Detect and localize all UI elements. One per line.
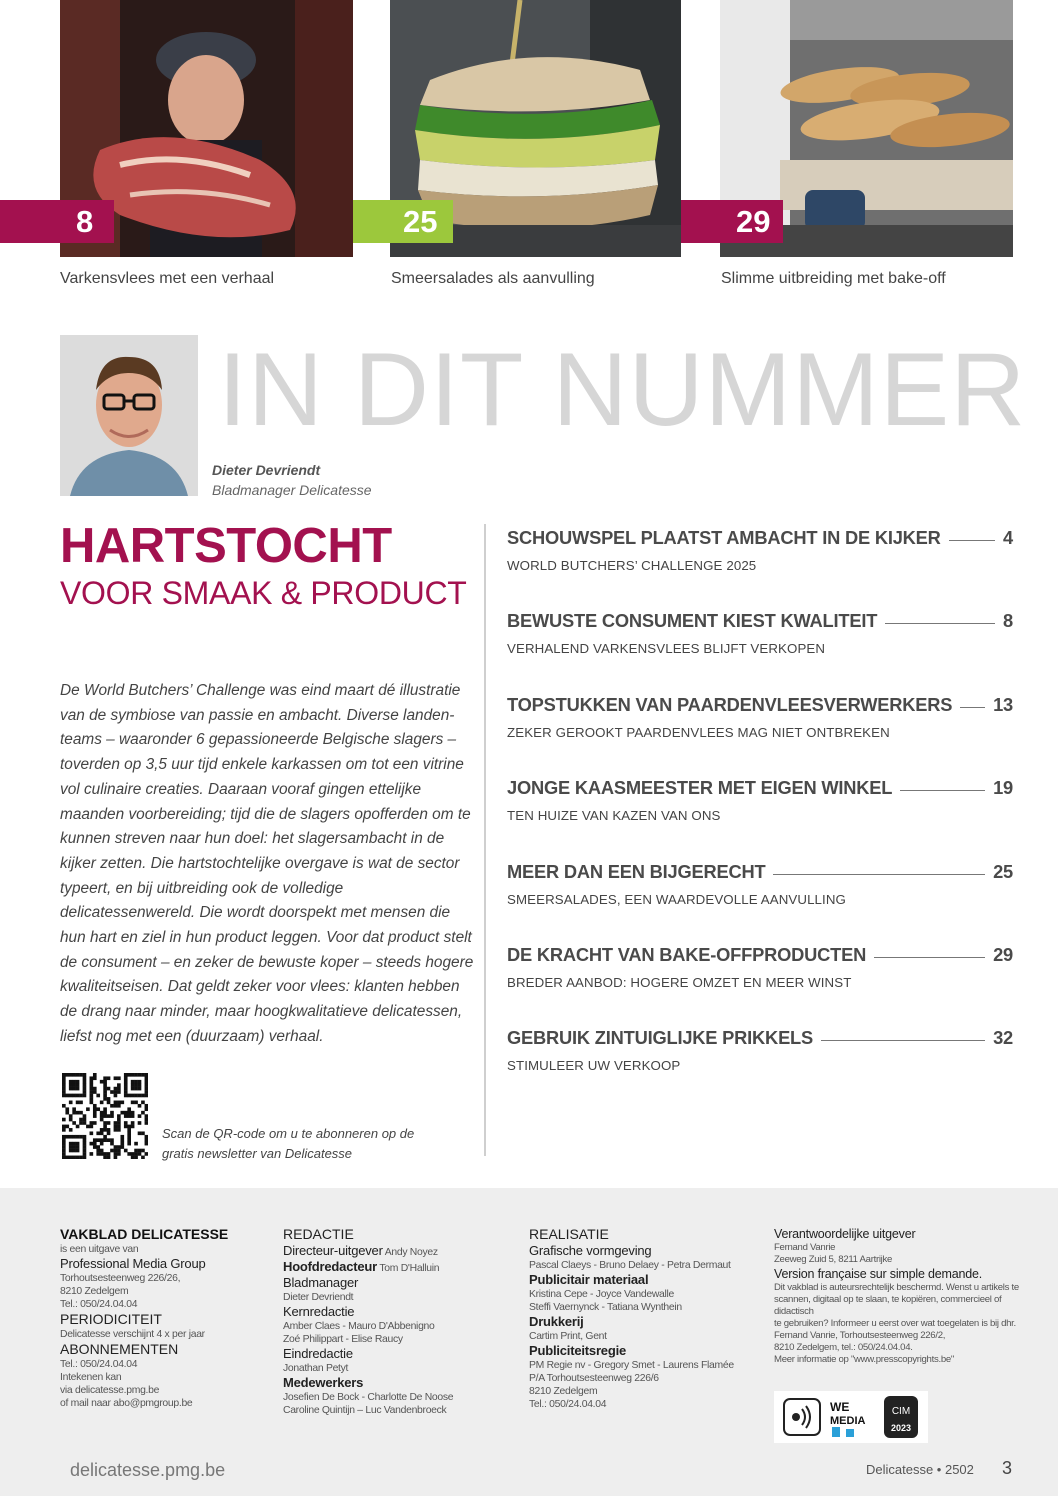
- toc-subtitle: VERHALEND VARKENSVLEES BLIJFT VERKOPEN: [507, 641, 826, 656]
- colophon-heading: REDACTIE: [283, 1226, 354, 1242]
- colophon-role: Publicitair materiaal: [529, 1272, 649, 1287]
- toc-title: DE KRACHT VAN BAKE-OFFPRODUCTEN: [507, 944, 867, 965]
- toc-page: 4: [1003, 527, 1013, 548]
- feature-caption: Slimme uitbreiding met bake-off: [721, 270, 946, 287]
- colophon-line: Version française sur simple demande.: [774, 1267, 982, 1281]
- colophon-person: PM Regie nv - Gregory Smet - Laurens Flamée: [529, 1360, 734, 1371]
- colophon-person: Caroline Quintijn – Luc Vandenbroeck: [283, 1405, 447, 1416]
- feature-badge-pork: [0, 200, 114, 243]
- colophon-person: Josefien De Bock - Charlotte De Noose: [283, 1392, 454, 1403]
- colophon-line: scannen, digitaal op te slaan, te kopiëren, commercieel of didactisch: [774, 1294, 1002, 1317]
- colophon-line: Intekenen kan: [60, 1372, 122, 1383]
- colophon-publisher: [60, 1226, 270, 1410]
- colophon-subheading: PERIODICITEIT: [60, 1311, 162, 1327]
- toc-title: JONGE KAASMEESTER MET EIGEN WINKEL: [507, 777, 893, 798]
- colophon-role: Grafische vormgeving: [529, 1243, 652, 1258]
- colophon-person: Steffi Vaernynck - Tatiana Wynthein: [529, 1302, 682, 1313]
- toc-title: GEBRUIK ZINTUIGLIJKE PRIKKELS: [507, 1027, 814, 1048]
- toc-subtitle: WORLD BUTCHERS’ CHALLENGE 2025: [507, 558, 757, 573]
- colophon-role: Medewerkers: [283, 1375, 364, 1390]
- page-number: 3: [1002, 1458, 1013, 1478]
- colophon-role: Kernredactie: [283, 1304, 355, 1319]
- toc-title: SCHOUWSPEL PLAATST AMBACHT IN DE KIJKER: [507, 527, 941, 548]
- colophon-role: Drukkerij: [529, 1314, 584, 1329]
- toc-page: 13: [993, 694, 1013, 715]
- feature-caption: Smeersalades als aanvulling: [391, 270, 595, 287]
- colophon-line: Professional Media Group: [60, 1256, 206, 1271]
- colophon-person: 8210 Zedelgem: [529, 1386, 598, 1397]
- colophon-line: te gebruiken? Informeer u eerst over wat toegelaten is bij dhr.: [774, 1318, 1016, 1329]
- toc-title: MEER DAN EEN BIJGERECHT: [507, 861, 766, 882]
- colophon-person: Andy Noyez: [384, 1247, 438, 1258]
- feature-caption: Varkensvlees met een verhaal: [60, 270, 275, 287]
- toc-page: 29: [993, 944, 1013, 965]
- colophon-line: Tel.: 050/24.04.04: [60, 1299, 138, 1310]
- toc-leader: [949, 540, 995, 541]
- toc-item[interactable]: [507, 1027, 1013, 1073]
- colophon-person: Tel.: 050/24.04.04: [529, 1399, 607, 1410]
- issue-label: Delicatesse • 2502: [866, 1462, 974, 1477]
- toc-leader: [821, 1040, 985, 1041]
- toc-subtitle: TEN HUIZE VAN KAZEN VAN ONS: [507, 808, 721, 823]
- feature-number: 29: [736, 204, 771, 239]
- cim-text: CIM: [891, 1406, 911, 1417]
- column-divider: [484, 524, 486, 1156]
- colophon-person: Zoé Philippart - Elise Raucy: [283, 1334, 403, 1345]
- colophon-person: Pascal Claeys - Bruno Delaey - Petra Dermaut: [529, 1260, 731, 1271]
- qr-code-icon[interactable]: [62, 1073, 148, 1159]
- colophon-line: Tel.: 050/24.04.04: [60, 1359, 138, 1370]
- colophon-responsible-publisher: [774, 1226, 1024, 1366]
- author-portrait: [60, 335, 198, 496]
- colophon-person: Tom D'Halluin: [379, 1263, 440, 1274]
- colophon-line: of mail naar abo@pmgroup.be: [60, 1398, 193, 1409]
- colophon-person: Dieter Devriendt: [283, 1292, 354, 1303]
- author-name: Dieter Devriendt: [212, 462, 321, 478]
- colophon-production: [529, 1226, 764, 1411]
- colophon-line: Dit vakblad is auteursrechtelijk beschermd. Wenst u artikels te: [774, 1282, 1019, 1293]
- toc-leader: [885, 623, 995, 624]
- editorial-headline: HARTSTOCHT: [60, 519, 392, 573]
- toc-item[interactable]: [507, 777, 1013, 823]
- toc-subtitle: STIMULEER UW VERKOOP: [507, 1058, 681, 1073]
- toc-subtitle: ZEKER GEROOKT PAARDENVLEES MAG NIET ONTBREKEN: [507, 725, 890, 740]
- toc-subtitle: SMEERSALADES, EEN WAARDEVOLLE AANVULLING: [507, 892, 846, 907]
- press-copyright-logo: [784, 1399, 820, 1435]
- colophon-person: Amber Claes - Mauro D'Abbenigno: [283, 1321, 435, 1332]
- toc-title: TOPSTUKKEN VAN PAARDENVLEESVERWERKERS: [507, 694, 953, 715]
- colophon-person: Jonathan Petyt: [283, 1363, 349, 1374]
- colophon-line: is een uitgave van: [60, 1244, 139, 1255]
- editorial-subheadline: VOOR SMAAK & PRODUCT: [60, 575, 467, 611]
- toc-item[interactable]: [507, 944, 1013, 990]
- toc-page: 25: [993, 861, 1013, 882]
- toc-leader: [773, 874, 985, 875]
- feature-badge-sandwich: [353, 200, 453, 243]
- colophon-line: Zeeweg Zuid 5, 8211 Aartrijke: [774, 1254, 893, 1265]
- colophon-line: 8210 Zedelgem: [60, 1286, 129, 1297]
- toc-page: 32: [993, 1027, 1013, 1048]
- colophon-role: Publiciteitsregie: [529, 1343, 627, 1358]
- feature-badge-bakeoff: [681, 200, 783, 243]
- colophon-line: Fernand Vanrie: [774, 1242, 836, 1253]
- cim-year: 2023: [890, 1423, 912, 1433]
- toc-leader: [960, 707, 985, 708]
- toc-leader: [900, 790, 985, 791]
- colophon-heading: REALISATIE: [529, 1226, 609, 1242]
- toc-item[interactable]: [507, 610, 1013, 656]
- toc-item[interactable]: [507, 527, 1013, 573]
- colophon-person: P/A Torhoutsesteenweg 226/6: [529, 1373, 659, 1384]
- colophon-line: Torhoutsesteenweg 226/26,: [60, 1273, 181, 1284]
- colophon-heading: Verantwoordelijke uitgever: [774, 1227, 916, 1241]
- membership-logos: [774, 1391, 928, 1443]
- colophon-heading: VAKBLAD DELICATESSE: [60, 1226, 229, 1242]
- editorial-body: De World Butchers’ Challenge was eind maart dé illustratie van de symbiose van passie en ambacht. Diverse landenteams – waaronder 6 gepassioneerde Belgische slagers – toverden op 3,5 uur tijd enkele karkassen om tot een vitrine vol culinaire creaties. Daaraan vooraf gingen ettelijke maanden voorbereiding; tijd die de slagers opofferden om te kunnen streven naar hun doel: het slagersambacht in de kijker zetten. Die hartstochtelijke overgave is wat de sector typeert, en bij uitbreiding ook de volledige delicatessenwereld. Die wordt doorspekt met mensen die hun hart en ziel in hun product leggen. Voor dat product stelt de consument – en zeker de bewuste koper – steeds hogere kwaliteitseisen. Dat geldt zeker voor vlees: klanten hebben de drang naar minder, maar hoogkwalitatieve delicatessen, liefst nog met een (duurzaam) verhaal.: [60, 682, 474, 1045]
- toc-leader: [874, 957, 985, 958]
- we-media-text: MEDIA: [830, 1415, 866, 1427]
- qr-caption: Scan de QR-code om u te abonneren op de gratis newsletter van Delicatesse: [162, 1126, 415, 1161]
- toc-page: 19: [993, 777, 1013, 798]
- author-role: Bladmanager Delicatesse: [212, 482, 372, 498]
- toc-page: 8: [1003, 610, 1013, 631]
- colophon-line: Meer informatie op "www.presscopyrights.be": [774, 1354, 955, 1365]
- colophon-person: Kristina Cepe - Joyce Vandewalle: [529, 1289, 674, 1300]
- toc-item[interactable]: [507, 861, 1013, 907]
- colophon-line: Delicatesse verschijnt 4 x per jaar: [60, 1329, 205, 1340]
- colophon-role: Eindredactie: [283, 1346, 353, 1361]
- colophon-person: Cartim Print, Gent: [529, 1331, 607, 1342]
- cim-logo: [884, 1396, 918, 1438]
- toc-title: BEWUSTE CONSUMENT KIEST KWALITEIT: [507, 610, 878, 631]
- feature-number: 8: [76, 204, 94, 239]
- colophon-editorial: [283, 1226, 513, 1417]
- page-title: IN DIT NUMMER: [218, 332, 1027, 448]
- feature-number: 25: [403, 204, 438, 239]
- colophon-role: Bladmanager: [283, 1275, 359, 1290]
- colophon-role: Directeur-uitgever: [283, 1243, 383, 1258]
- website-link[interactable]: delicatesse.pmg.be: [70, 1460, 226, 1480]
- toc-subtitle: BREDER AANBOD: HOGERE OMZET EN MEER WINST: [507, 975, 852, 990]
- colophon-role: Hoofdredacteur: [283, 1259, 377, 1274]
- colophon-line: via delicatesse.pmg.be: [60, 1385, 160, 1396]
- we-media-logo: [830, 1400, 866, 1437]
- colophon-line: Fernand Vanrie, Torhoutsesteenweg 226/2,: [774, 1330, 946, 1341]
- we-media-text: WE: [830, 1400, 850, 1414]
- colophon-subheading: ABONNEMENTEN: [60, 1341, 179, 1357]
- colophon-line: 8210 Zedelgem, tel.: 050/24.04.04.: [774, 1342, 913, 1353]
- toc-item[interactable]: [507, 694, 1013, 740]
